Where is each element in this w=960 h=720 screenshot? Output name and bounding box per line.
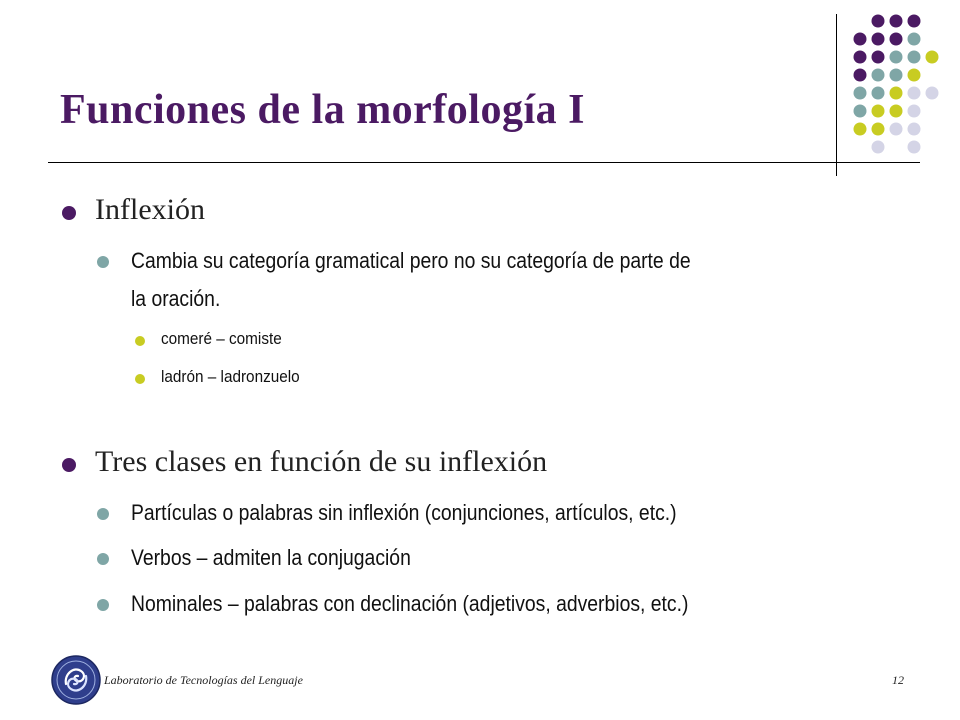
section-heading-tres-clases: Tres clases en función de su inflexión (95, 445, 548, 478)
footer-lab-name: Laboratorio de Tecnologías del Lenguaje (104, 673, 303, 687)
item-bullet (97, 599, 109, 611)
item-bullet (97, 508, 109, 520)
item-text-line: la oración. (131, 286, 221, 311)
item-text-line: Cambia su categoría gramatical pero no su categoría de parte de (131, 248, 691, 273)
example-item: ladrón – ladronzuelo (161, 367, 300, 386)
slide-title: Funciones de la morfología I (60, 87, 585, 133)
section-bullet (62, 458, 76, 472)
section-bullet (62, 206, 76, 220)
example-bullet (135, 336, 145, 346)
example-bullet (135, 374, 145, 384)
example-item: comeré – comiste (161, 329, 282, 348)
lab-swirl-logo-icon (50, 654, 102, 706)
section-heading-inflexion: Inflexión (95, 193, 205, 226)
item-text-nominales: Nominales – palabras con declinación (adjetivos, adverbios, etc.) (131, 591, 689, 616)
item-text-verbos: Verbos – admiten la conjugación (131, 545, 411, 570)
item-bullet (97, 256, 109, 268)
page-number: 12 (892, 673, 904, 687)
item-bullet (97, 553, 109, 565)
item-text-particulas: Partículas o palabras sin inflexión (conjunciones, artículos, etc.) (131, 500, 677, 525)
